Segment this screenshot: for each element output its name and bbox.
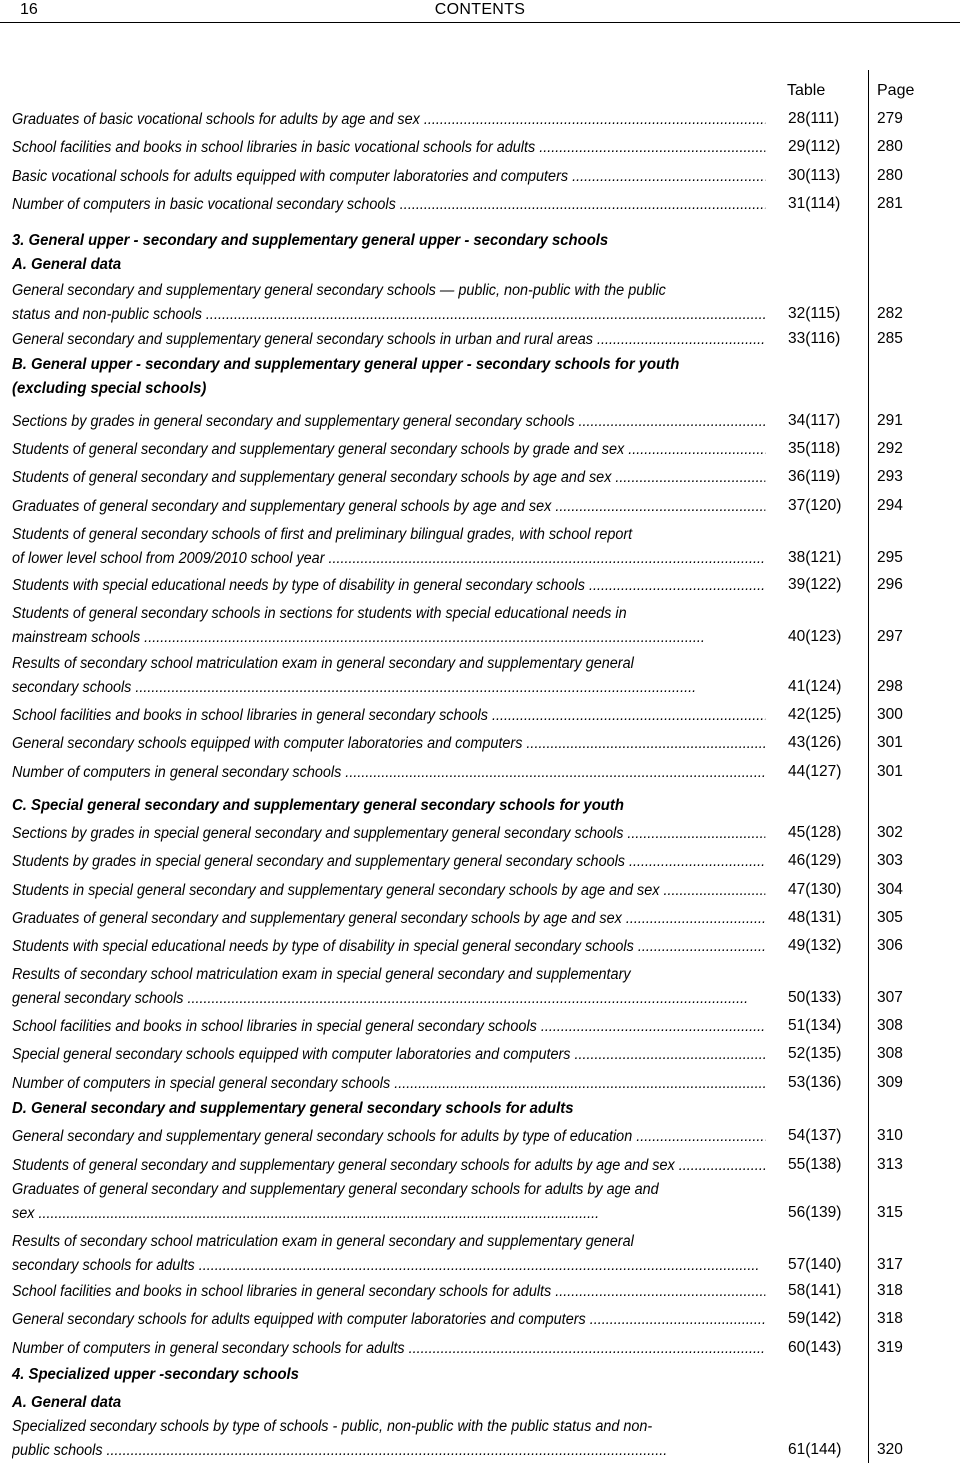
entry-title xyxy=(12,328,715,352)
page-title: CONTENTS xyxy=(434,1,526,18)
entry-title xyxy=(12,1415,765,1463)
table-number: 55(138) xyxy=(788,1156,842,1173)
page-number-ref: 279 xyxy=(877,110,903,127)
entry-title-line: General secondary schools for adults equipped with computer laboratories and computers ..... xyxy=(12,1308,765,1332)
table-number: 46(129) xyxy=(788,852,842,869)
entry-title xyxy=(12,1015,715,1039)
page-number-ref: 302 xyxy=(877,824,903,841)
entry-title-line: School facilities and books in school libraries in special general secondary schools ..... xyxy=(12,1015,765,1039)
table-number: 58(141) xyxy=(788,1282,842,1299)
entry-title-line: of lower level school from 2009/2010 school year ..... xyxy=(12,547,765,571)
entry-title-line: Graduates of basic vocational schools for adults by age and sex ..... xyxy=(12,108,765,132)
page-number-ref: 308 xyxy=(877,1017,903,1034)
table-number: 40(123) xyxy=(788,628,842,645)
page-number-ref: 313 xyxy=(877,1156,903,1173)
page-number-ref: 295 xyxy=(877,549,903,566)
entry-title-line: Number of computers in special general secondary schools ..... xyxy=(12,1072,765,1096)
entry-title-line: General secondary and supplementary general secondary schools in urban and rural areas ..... xyxy=(12,328,765,352)
page-number-ref: 282 xyxy=(877,305,903,322)
page-number-ref: 306 xyxy=(877,937,903,954)
entry-title-line: Number of computers in basic vocational secondary schools ..... xyxy=(12,193,765,217)
entry-title-line: Students of general secondary and supplementary general secondary schools by age and sex ..... xyxy=(12,466,765,490)
table-number: 34(117) xyxy=(788,412,841,429)
entry-title-line: Results of secondary school matriculation exam in general secondary and supplementary general xyxy=(12,655,634,672)
entry-title-line: Number of computers in general secondary schools for adults ..... xyxy=(12,1337,765,1361)
table-number: 41(124) xyxy=(788,678,842,695)
page-number-ref: 301 xyxy=(877,734,903,751)
entry-title xyxy=(12,279,765,327)
entry-title-line: Graduates of general secondary and supplementary general secondary schools by age and sex ..... xyxy=(12,907,765,931)
entry-title xyxy=(12,108,715,132)
table-number: 39(122) xyxy=(788,576,842,593)
entry-title xyxy=(12,495,715,519)
page-number-ref: 305 xyxy=(877,909,903,926)
entry-title-line: School facilities and books in school libraries in general secondary schools ..... xyxy=(12,704,765,728)
table-number: 56(139) xyxy=(788,1204,842,1221)
table-number: 53(136) xyxy=(788,1074,842,1091)
table-number: 44(127) xyxy=(788,763,842,780)
entry-title-line: Graduates of general secondary and supplementary general schools by age and sex ..... xyxy=(12,495,765,519)
page-number-ref: 303 xyxy=(877,852,903,869)
page-number-ref: 281 xyxy=(877,195,903,212)
entry-title xyxy=(12,410,715,434)
table-number: 61(144) xyxy=(788,1441,842,1458)
entry-title xyxy=(12,574,715,598)
table-number: 50(133) xyxy=(788,989,842,1006)
entry-title-line: Sections by grades in special general secondary and supplementary general secondary schools ..... xyxy=(12,822,765,846)
section-heading: 3. General upper - secondary and supplementary general upper - secondary schools xyxy=(12,232,609,249)
table-number: 30(113) xyxy=(788,167,841,184)
entry-title xyxy=(12,1337,715,1361)
entry-title-line: General secondary and supplementary general secondary schools — public, non-public with the public xyxy=(12,282,666,299)
table-number: 59(142) xyxy=(788,1310,842,1327)
page-number-ref: 315 xyxy=(877,1204,903,1221)
page-number-ref: 300 xyxy=(877,706,903,723)
table-number: 38(121) xyxy=(788,549,842,566)
entry-title-line: Specialized secondary schools by type of schools - public, non-public with the public status and non- xyxy=(12,1418,653,1435)
table-number: 42(125) xyxy=(788,706,842,723)
entry-title xyxy=(12,438,715,462)
entry-title-line: Students with special educational needs by type of disability in special general secondary schools ..... xyxy=(12,935,765,959)
table-number: 48(131) xyxy=(788,909,842,926)
entry-title xyxy=(12,1043,715,1067)
page-header xyxy=(0,0,960,23)
entry-title xyxy=(12,1280,715,1304)
entry-title xyxy=(12,652,765,700)
entry-title xyxy=(12,1072,715,1096)
entry-title xyxy=(12,1125,715,1149)
table-number: 47(130) xyxy=(788,881,842,898)
entry-title-line: Students by grades in special general secondary and supplementary general secondary schools ..... xyxy=(12,850,765,874)
table-number: 51(134) xyxy=(788,1017,842,1034)
page-number-ref: 304 xyxy=(877,881,903,898)
entry-title xyxy=(12,704,715,728)
entry-title xyxy=(12,935,715,959)
section-subheading: C. Special general secondary and supplementary general secondary schools for youth xyxy=(12,797,624,814)
table-number: 36(119) xyxy=(788,468,841,485)
table-number: 31(114) xyxy=(788,195,841,212)
section-subheading: B. General upper - secondary and supplementary general upper - secondary schools for youth xyxy=(12,356,680,373)
page-number-ref: 317 xyxy=(877,1256,903,1273)
entry-title-line: Sections by grades in general secondary and supplementary general secondary schools ..... xyxy=(12,410,765,434)
entry-title xyxy=(12,165,715,189)
entry-title xyxy=(12,602,765,650)
entry-title-line: general secondary schools ..... xyxy=(12,987,765,1011)
entry-title xyxy=(12,1308,715,1332)
table-number: 43(126) xyxy=(788,734,842,751)
entry-title-line: secondary schools ..... xyxy=(12,676,765,700)
entry-title-line: Students with special educational needs by type of disability in general secondary schools ..... xyxy=(12,574,765,598)
entry-title xyxy=(12,761,715,785)
page-number-ref: 310 xyxy=(877,1127,903,1144)
entry-title xyxy=(12,466,715,490)
entry-title xyxy=(12,193,715,217)
page-number-ref: 291 xyxy=(877,412,903,429)
entry-title-line: Results of secondary school matriculation exam in general secondary and supplementary general xyxy=(12,1233,634,1250)
entry-title-line: Students of general secondary and supplementary general secondary schools by grade and sex ..... xyxy=(12,438,765,462)
entry-title-line: Students in special general secondary and supplementary general secondary schools by age and sex ..... xyxy=(12,879,765,903)
table-number: 33(116) xyxy=(788,330,841,347)
table-number: 35(118) xyxy=(788,440,841,457)
entry-title-line: General secondary schools equipped with computer laboratories and computers ..... xyxy=(12,732,765,756)
entry-title xyxy=(12,1178,765,1226)
entry-title-line: Students of general secondary schools of first and preliminary bilingual grades, with school report xyxy=(12,526,633,543)
table-number: 45(128) xyxy=(788,824,842,841)
entry-title-line: Number of computers in general secondary schools ..... xyxy=(12,761,765,785)
entry-title xyxy=(12,1230,765,1278)
entry-title-line: Students of general secondary schools in sections for students with special educational needs in xyxy=(12,605,627,622)
section-subheading: A. General data xyxy=(12,256,122,273)
entry-title-line: sex ..... xyxy=(12,1202,765,1226)
entry-title xyxy=(12,136,715,160)
entry-title-line: Students of general secondary and supplementary general secondary schools for adults by age and sex ..... xyxy=(12,1154,765,1178)
section-heading: 4. Specialized upper -secondary schools xyxy=(12,1366,299,1383)
table-number: 32(115) xyxy=(788,305,841,322)
entry-title-line: Special general secondary schools equipped with computer laboratories and computers ..... xyxy=(12,1043,765,1067)
section-subheading: D. General secondary and supplementary general secondary schools for adults xyxy=(12,1100,574,1117)
page-number-ref: 307 xyxy=(877,989,903,1006)
table-number: 52(135) xyxy=(788,1045,842,1062)
entry-title-line: public schools ..... xyxy=(12,1439,765,1463)
page-number-ref: 309 xyxy=(877,1074,903,1091)
table-number: 49(132) xyxy=(788,937,842,954)
page-number-ref: 320 xyxy=(877,1441,903,1458)
entry-title xyxy=(12,879,715,903)
entry-title-line: mainstream schools ..... xyxy=(12,626,765,650)
entry-title xyxy=(12,850,715,874)
page-number-ref: 280 xyxy=(877,138,903,155)
entry-title-line: Results of secondary school matriculation exam in special general secondary and supplementary xyxy=(12,966,631,983)
entry-title xyxy=(12,907,715,931)
page-number-ref: 298 xyxy=(877,678,903,695)
page-number-ref: 294 xyxy=(877,497,903,514)
page-number-ref: 301 xyxy=(877,763,903,780)
entry-title xyxy=(12,523,765,571)
entry-title xyxy=(12,732,715,756)
page-number-ref: 318 xyxy=(877,1282,903,1299)
column-divider xyxy=(868,70,869,1463)
entry-title-line: Basic vocational schools for adults equipped with computer laboratories and computers ..... xyxy=(12,165,765,189)
table-column-header: Table xyxy=(787,82,826,99)
entry-title xyxy=(12,963,765,1011)
page-number-ref: 280 xyxy=(877,167,903,184)
entry-title-line: status and non-public schools ..... xyxy=(12,303,765,327)
page-number-ref: 297 xyxy=(877,628,903,645)
page-number-ref: 318 xyxy=(877,1310,903,1327)
entry-title xyxy=(12,1154,715,1178)
table-number: 28(111) xyxy=(788,110,840,127)
page-number-ref: 285 xyxy=(877,330,903,347)
entry-title-line: School facilities and books in school libraries in basic vocational schools for adults ..... xyxy=(12,136,765,160)
page-number-ref: 293 xyxy=(877,468,903,485)
page-number-ref: 292 xyxy=(877,440,903,457)
entry-title xyxy=(12,822,715,846)
entry-title-line: General secondary and supplementary general secondary schools for adults by type of education ..... xyxy=(12,1125,765,1149)
table-number: 37(120) xyxy=(788,497,842,514)
table-number: 54(137) xyxy=(788,1127,842,1144)
table-number: 57(140) xyxy=(788,1256,842,1273)
entry-title-line: secondary schools for adults ..... xyxy=(12,1254,765,1278)
page-number-ref: 296 xyxy=(877,576,903,593)
entry-title-line: Graduates of general secondary and supplementary general secondary schools for adults by age and xyxy=(12,1181,659,1198)
page-number: 16 xyxy=(20,1,38,18)
table-number: 29(112) xyxy=(788,138,841,155)
entry-title-line: School facilities and books in school libraries in general secondary schools for adults ..... xyxy=(12,1280,765,1304)
page-column-header: Page xyxy=(877,82,915,99)
section-subheading: A. General data xyxy=(12,1394,122,1411)
page-number-ref: 319 xyxy=(877,1339,903,1356)
section-subheading: (excluding special schools) xyxy=(12,380,207,397)
table-number: 60(143) xyxy=(788,1339,842,1356)
page-number-ref: 308 xyxy=(877,1045,903,1062)
